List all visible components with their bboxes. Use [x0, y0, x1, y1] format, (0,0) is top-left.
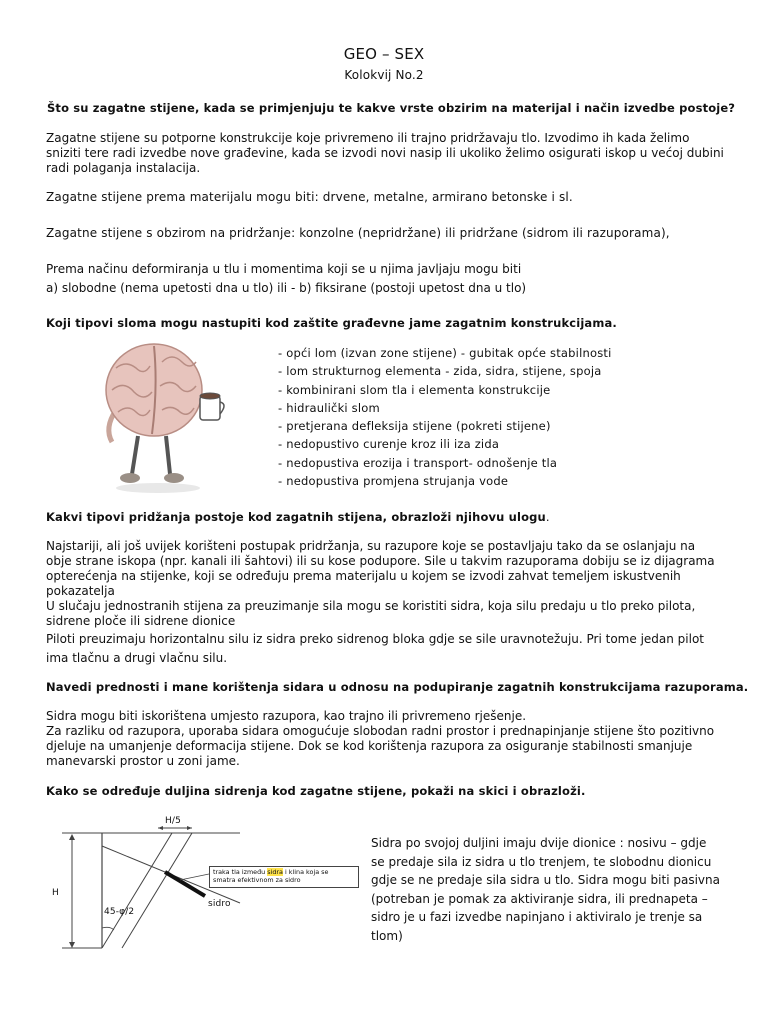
- paragraph-line: U slučaju jednostranih stijena za preuzimanje sila mogu se koristiti sidra, koja silu predaju u tlo preko pilota,: [46, 599, 696, 613]
- diagram-callout: [209, 866, 359, 888]
- list-item: - nedopustivo curenje kroz ili iza zida: [278, 437, 500, 451]
- paragraph-line: Prema načinu deformiranja u tlu i momentima koji se u njima javljaju mogu biti: [46, 262, 522, 276]
- paragraph-2: Zagatne stijene prema materijalu mogu biti: drvene, metalne, armirano betonske i sl.: [46, 190, 573, 204]
- anchor-length-diagram: [40, 808, 370, 968]
- paragraph-4: [46, 262, 526, 296]
- paragraph-line: radi polaganja instalacija.: [46, 161, 201, 175]
- paragraph-line: manevarski prostor u zoni jame.: [46, 754, 240, 768]
- paragraph-1: [46, 131, 724, 176]
- list-item: - pretjerana defleksija stijene (pokreti stijene): [278, 419, 551, 433]
- paragraph-line: sniziti tere radi izvedbe nove građevine, kada se izvodi novi nasip ili ukoliko želimo osigurati iskop u većoj dubini: [46, 146, 724, 160]
- paragraph-line: Za razliku od razupora, uporaba sidara omogućuje slobodan radni prostor i prednapinjanje stijene što pozitivno: [46, 724, 715, 738]
- question-3-text: Kakvi tipovi pridžanja postoje kod zagatnih stijena, obrazloži njihovu ulogu: [46, 510, 546, 524]
- callout-line: smatra efektivnom za sidro: [213, 876, 301, 884]
- callout-line: [213, 868, 355, 876]
- paragraph-7: [46, 709, 714, 769]
- paragraph-line: (potreban je pomak za aktiviranje sidra, ili prednapeta –: [371, 891, 708, 906]
- paragraph-line: Najstariji, ali još uvijek korišteni postupak pridržanja, su razupore koje se postavljaju tako da se oslanjaju na: [46, 539, 696, 553]
- callout-text: traka tla između: [213, 868, 268, 876]
- diagram-label-h: H: [52, 888, 59, 898]
- list-item: - opći lom (izvan zone stijene) - gubitak opće stabilnosti: [278, 346, 612, 360]
- paragraph-line: Sidra po svojoj duljini imaju dvije dionice : nosivu – gdje: [371, 836, 707, 850]
- brain-illustration: [96, 338, 236, 498]
- question-3-end: .: [545, 510, 550, 524]
- diagram-label-h5: H/5: [165, 816, 181, 826]
- paragraph-line: ima tlačnu a drugi vlačnu silu.: [46, 651, 228, 665]
- paragraph-line: Piloti preuzimaju horizontalnu silu iz sidra preko sidrenog bloka gdje se sile uravnotežuju. Pri tome jedan pilot: [46, 632, 705, 646]
- paragraph-line: tlom): [371, 928, 403, 943]
- question-3: [46, 510, 550, 525]
- paragraph-line: obje strane iskopa (npr. kanali ili šahtovi) ili su kose podupore. Sile u takvim razuporama dobiju se iz dijagrama: [46, 554, 715, 568]
- paragraph-line: Zagatne stijene su potporne konstrukcije koje privremeno ili trajno pridržavaju tlo. Izvodimo ih kada želimo: [46, 131, 690, 145]
- paragraph-line: a) slobodne (nema upetosti dna u tlo) ili - b) fiksirane (postoji upetost dna u tlo): [46, 281, 527, 295]
- question-2: Koji tipovi sloma mogu nastupiti kod zaštite građevne jame zagatnim konstrukcijama.: [46, 316, 617, 330]
- list-item: - nedopustiva erozija i transport- odnošenje tla: [278, 456, 558, 470]
- paragraph-6: [46, 630, 704, 668]
- paragraph-5: [46, 539, 715, 629]
- page-subtitle: Kolokvij No.2: [344, 68, 424, 82]
- paragraph-line: se predaje sila iz sidra u tlo trenjem, te slobodnu dionicu: [371, 854, 712, 869]
- list-item: - lom strukturnog elementa - zida, sidra, stijene, spoja: [278, 364, 602, 378]
- page-title: GEO – SEX: [343, 45, 425, 63]
- callout-text: i klina koja se: [282, 868, 329, 876]
- paragraph-3: Zagatne stijene s obzirom na pridržanje: konzolne (nepridržane) ili pridržane (sidrom ili razuporama),: [46, 226, 670, 240]
- paragraph-line: pokazatelja: [46, 584, 115, 598]
- paragraph-line: Sidra mogu biti iskorištena umjesto razupora, kao trajno ili privremeno rješenje.: [46, 709, 527, 723]
- list-item: - kombinirani slom tla i elementa konstrukcije: [278, 383, 551, 397]
- paragraph-line: djeluje na umanjenje deformacija stijene. Dok se kod korištenja razupora za osiguranje stabilnosti smanjuje: [46, 739, 693, 753]
- paragraph-line: sidro je u fazi izvedbe napinjano i aktiviralo je trenje sa: [371, 910, 703, 924]
- paragraph-8: [371, 834, 720, 945]
- diagram-label-angle: 45-φ/2: [104, 907, 135, 917]
- paragraph-line: sidrene ploče ili sidrene dionice: [46, 614, 236, 628]
- list-item: - hidraulički slom: [278, 401, 380, 415]
- list-item: - nedopustiva promjena strujanja vode: [278, 474, 509, 488]
- question-4: Navedi prednosti i mane korištenja sidara u odnosu na podupiranje zagatnih konstrukcijama razuporama.: [46, 680, 749, 694]
- callout-highlight: sidra: [267, 868, 283, 876]
- paragraph-line: gdje se ne predaje sila sidra u tlo. Sidra mogu biti pasivna: [371, 873, 720, 887]
- question-5: Kako se određuje duljina sidrenja kod zagatne stijene, pokaži na skici i obrazloži.: [46, 784, 586, 798]
- diagram-label-sidro: sidro: [208, 899, 231, 909]
- question-1: Što su zagatne stijene, kada se primjenjuju te kakve vrste obzirim na materijal i način izvedbe postoje?: [47, 101, 736, 115]
- paragraph-line: opterećenja na stijenke, koji se određuju prema materijalu u kojem se izvodi zahvat temeljem iskustvenih: [46, 569, 681, 583]
